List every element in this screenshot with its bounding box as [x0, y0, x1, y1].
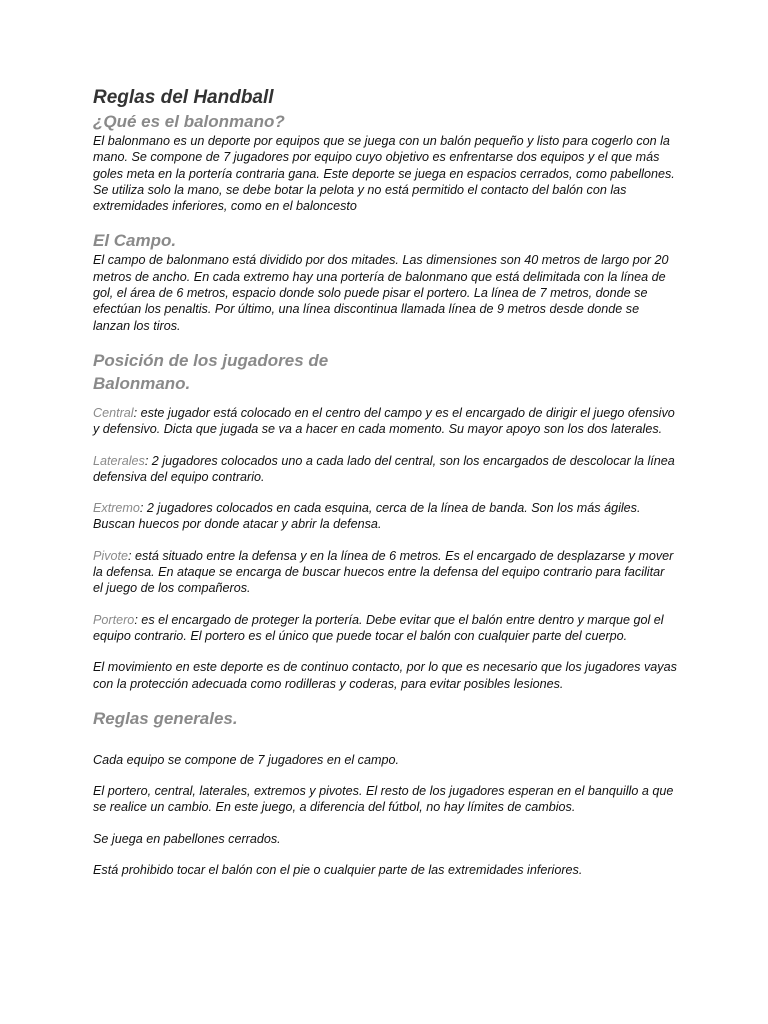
role-name: Laterales [93, 453, 145, 468]
paragraph-que-es: El balonmano es un deporte por equipos que se juega con un balón pequeño y listo para cogerlo con la mano. Se compone de 7 jugadores por equipo cuyo objetivo es enfrentarse dos equipos y el que más goles meta en la portería contraria gana. Este deporte se juega en espacios cerrados, como pabellones. Se utiliza solo la mano, se debe botar la pelota y no está permitido el contacto del balón con las extremidades inferiores, como en el baloncesto [93, 134, 675, 214]
role-pivote [93, 548, 677, 597]
heading-posicion-line2: Balonmano. [93, 373, 191, 393]
paragraph-campo: El campo de balonmano está dividido por dos mitades. Las dimensiones son 40 metros de largo por 20 metros de ancho. En cada extremo hay una portería de balonmano que está delimitada con la línea de gol, el área de 6 metros, espacio donde solo puede pisar el portero. La línea de 7 metros, donde se efectúan los penaltis. Por último, una línea discontinua llamada línea de 9 metros desde donde se lanzan los tiros. [93, 253, 669, 333]
role-central [93, 405, 677, 438]
role-name: Central [93, 405, 134, 420]
role-extremo [93, 500, 677, 533]
document-title: Reglas del Handball [93, 87, 274, 108]
role-name: Portero [93, 612, 135, 627]
role-laterales [93, 453, 677, 486]
heading-reglas: Reglas generales. [93, 708, 238, 728]
rule-item: Cada equipo se compone de 7 jugadores en el campo. [93, 752, 399, 767]
rule-item: El portero, central, laterales, extremos y pivotes. El resto de los jugadores esperan en el banquillo a que se realice un cambio. En este juego, a diferencia del fútbol, no hay límites de cambios. [93, 784, 674, 815]
role-text: : es el encargado de proteger la portería. Debe evitar que el balón entre dentro y marque gol el equipo contrario. El portero es el único que puede tocar el balón con cualquier parte del cuerpo. [93, 612, 664, 643]
heading-que-es: ¿Qué es el balonmano? [93, 112, 285, 131]
role-text: : está situado entre la defensa y en la línea de 6 metros. Es el encargado de desplazarse y mover la defensa. En ataque se encarga de buscar huecos entre la defensa del equipo contrario para facilitar el juego de los compañeros. [93, 548, 674, 596]
document-page [93, 86, 677, 878]
role-name: Pivote [93, 548, 129, 563]
role-name: Extremo [93, 501, 140, 516]
heading-campo: El Campo. [93, 231, 177, 251]
paragraph-movimiento: El movimiento en este deporte es de continuo contacto, por lo que es necesario que los jugadores vayas con la protección adecuada como rodilleras y coderas, para evitar posibles lesiones. [93, 660, 677, 691]
role-text: : este jugador está colocado en el centro del campo y es el encargado de dirigir el juego ofensivo y defensivo. Dicta que jugada se va a hacer en cada momento. Su mayor apoyo son los dos laterales. [93, 405, 675, 437]
role-text: : 2 jugadores colocados en cada esquina, cerca de la línea de banda. Son los más ágiles. Buscan huecos por donde atacar y abrir la defensa. [93, 501, 641, 532]
heading-posicion-line1: Posición de los jugadores de [93, 350, 329, 370]
role-portero [93, 612, 677, 645]
rule-item: Se juega en pabellones cerrados. [93, 831, 281, 846]
rule-item: Está prohibido tocar el balón con el pie o cualquier parte de las extremidades inferiores. [93, 863, 583, 878]
role-text: : 2 jugadores colocados uno a cada lado del central, son los encargados de descolocar la línea defensiva del equipo contrario. [93, 453, 675, 484]
